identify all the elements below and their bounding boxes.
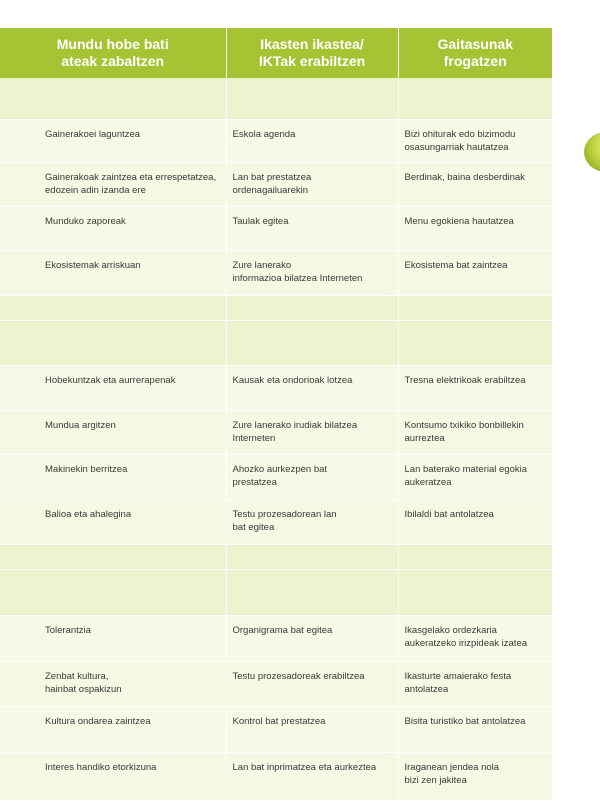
activity-cell: Gainerakoak zaintzea eta errespetatzea, edozein adin izanda ere [0, 162, 226, 206]
ict-cell: Taulak egitea [226, 206, 398, 250]
table-row [0, 250, 552, 295]
skill-cell: Berdinak, baina desberdinak [398, 162, 552, 206]
activity-cell: Kultura ondarea zaintzea [0, 706, 226, 752]
table-row [0, 499, 552, 544]
ict-cell: Zure lanerako irudiak bilatzea Interneten [226, 410, 398, 454]
skill-cell: Iraganean jendea nola bizi zen jakitea [398, 752, 552, 800]
activity-cell: Zenbat kultura, hainbat ospakizun [0, 661, 226, 706]
table-row [0, 162, 552, 206]
activity-cell: Makinekin berritzea [0, 454, 226, 499]
activity-cell: Ekosistemak arriskuan [0, 250, 226, 295]
skill-cell: Lan baterako material egokia aukeratzea [398, 454, 552, 499]
ict-cell: Eskola agenda [226, 119, 398, 162]
activity-cell: Gainerakoei laguntzea [0, 119, 226, 162]
table-row [0, 410, 552, 454]
table-row [0, 119, 552, 162]
section-band [0, 320, 552, 365]
ict-cell: Lan bat inprimatzea eta aurkeztea [226, 752, 398, 800]
activity-cell: Mundua argitzen [0, 410, 226, 454]
activity-cell: Balioa eta ahalegina [0, 499, 226, 544]
green-apple-icon [580, 128, 600, 174]
section-band [0, 78, 552, 119]
ict-cell: Testu prozesadorean lan bat egitea [226, 499, 398, 544]
skill-cell: Tresna elektrikoak erabiltzea [398, 365, 552, 410]
skill-cell: Ikasgelako ordezkaria aukeratzeko irizpideak izatea [398, 615, 552, 661]
header-col2: Ikasten ikastea/ IKTak erabiltzen [226, 28, 398, 78]
header-col1: Mundu hobe bati ateak zabaltzen [0, 28, 226, 78]
ict-cell: Kontrol bat prestatzea [226, 706, 398, 752]
skill-cell: Menu egokiena hautatzea [398, 206, 552, 250]
table-row [0, 661, 552, 706]
skill-cell: Ikasturte amaierako festa antolatzea [398, 661, 552, 706]
table-header-row [0, 28, 552, 78]
table-row [0, 615, 552, 661]
skill-cell: Kontsumo txikiko bonbillekin aurreztea [398, 410, 552, 454]
ict-cell: Organigrama bat egitea [226, 615, 398, 661]
table-row [0, 454, 552, 499]
skill-cell: Ekosistema bat zaintzea [398, 250, 552, 295]
section-band [0, 295, 552, 320]
ict-cell: Testu prozesadoreak erabiltzea [226, 661, 398, 706]
section-band [0, 569, 552, 615]
activities-table [0, 28, 552, 801]
ict-cell: Kausak eta ondorioak lotzea [226, 365, 398, 410]
table-row [0, 706, 552, 752]
table-row [0, 365, 552, 410]
activity-cell: Munduko zaporeak [0, 206, 226, 250]
ict-cell: Zure lanerako informazioa bilatzea Interneten [226, 250, 398, 295]
skill-cell: Bizi ohiturak edo bizimodu osasungarriak hautatzea [398, 119, 552, 162]
skill-cell: Ibilaldi bat antolatzea [398, 499, 552, 544]
ict-cell: Lan bat prestatzea ordenagailuarekin [226, 162, 398, 206]
ict-cell: Ahozko aurkezpen bat prestatzea [226, 454, 398, 499]
activity-cell: Tolerantzia [0, 615, 226, 661]
section-band [0, 544, 552, 569]
table-row [0, 206, 552, 250]
table-row [0, 752, 552, 800]
activity-cell: Hobekuntzak eta aurrerapenak [0, 365, 226, 410]
skill-cell: Bisita turistiko bat antolatzea [398, 706, 552, 752]
activity-cell: Interes handiko etorkizuna [0, 752, 226, 800]
header-col3: Gaitasunak frogatzen [398, 28, 552, 78]
